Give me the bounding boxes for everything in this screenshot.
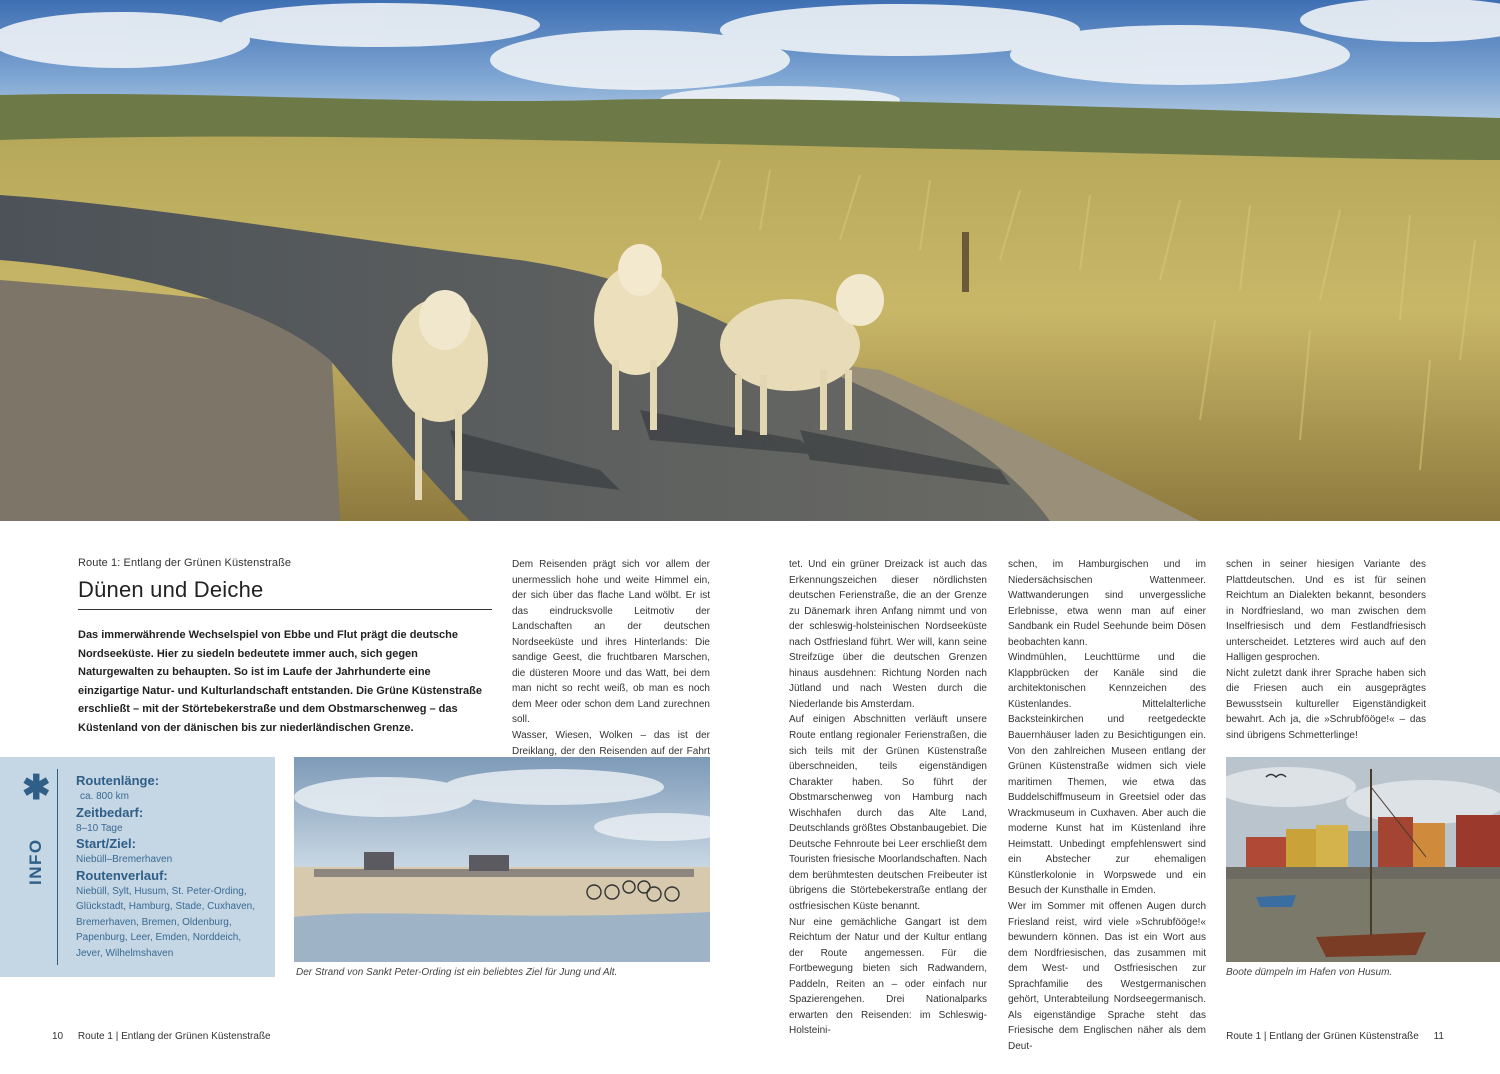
hero-photo — [0, 0, 1500, 521]
asterisk-icon: ✱ — [22, 769, 51, 807]
text-column-2 — [789, 557, 987, 1039]
running-footer-left: Route 1 | Entlang der Grünen Küstenstraße — [77, 1031, 271, 1042]
paragraph: tet. Und ein grüner Dreizack ist auch das Erkennungszeichen dieser nördlichsten deutschen Ferienstraße, die an der Grenze zu Dänemark ihren Anfang nimmt und von der schleswig-holsteinischen Nordseeküste nach Ostfriesland führt. Wer will, kann seine Streifzüge über die deutschen Grenzen hinaus ausdehnen: Richtung Norden nach Jütland und nach Westen durch die Niederlande bis Amsterdam. — [789, 559, 987, 710]
paragraph: Nicht zuletzt dank ihrer Sprache haben sich die Friesen auch ein ausgeprägtes Bewusstsein kultureller Eigenständigkeit bewahrt. Ach ja, die »Schrubfööge!« – das sind übrigens Schmetterlinge! — [1226, 667, 1426, 742]
info-heading: Routenverlauf: — [76, 867, 168, 883]
text-column-4 — [1226, 557, 1426, 744]
info-box — [0, 757, 275, 977]
info-label: INFO — [26, 838, 45, 885]
footer-left — [52, 1031, 271, 1042]
article-title: Dünen und Deiche — [78, 577, 492, 610]
paragraph: Wasser, Wiesen, Wolken – das ist der Dreiklang, der den Reisenden auf der Fahrt — [512, 730, 710, 757]
sheep-on-dune-road-photo — [0, 0, 1500, 521]
text-column-3 — [1008, 557, 1206, 1055]
info-value: Niebüll, Sylt, Husum, St. Peter-Ording, Glückstadt, Hamburg, Stade, Cuxhaven, Bremerhaven, Bremen, Oldenburg, Papenburg, Leer, Emden, Norddeich, Jever, Wilhelmshaven — [76, 885, 255, 959]
paragraph: Wer im Sommer mit offenen Augen durch Friesland reist, wird viele »Schrubfööge!« bewundern können. Das ist ein Wort aus dem Nordfriesischen, das zusammen mit dem West- und Ostfriesischen zur Sprachfamilie des Westgermanischen gehört, Unterabteilung Nordseegermanisch. Als eigenständige Sprache steht das Friesische dem Englischen näher als dem Deut- — [1008, 901, 1206, 1052]
beach-cyclists-photo — [294, 757, 710, 962]
info-value: Niebüll–Bremerhaven — [76, 854, 173, 865]
paragraph: Windmühlen, Leuchttürme und die Klappbrücken der Kanäle sind die architektonischen Kennzeichen des Küstenlandes. Mittelalterliche Backsteinkirchen und reetgedeckte Bauernhäuser laden zu Besichtigungen ein. Von den zahlreichen Museen entlang der Grünen Küstenstraße widmen sich viele maritimen Themen, wie etwa das Buddelschiffmuseum in Greetsiel oder das Wrackmuseum in Cuxhaven. Aber auch die moderne Kunst hat im Küstenland ihre Heimstatt. Unbedingt empfehlenswert sind ein Abstecher zur ehemaligen Künstlerkolonie in Worpswede und ein Besuch der Kunsthalle in Emden. — [1008, 652, 1206, 897]
harbor-caption: Boote dümpeln im Hafen von Husum. — [1226, 967, 1393, 978]
route-kicker: Route 1: Entlang der Grünen Küstenstraße — [78, 557, 292, 569]
paragraph: schen in seiner hiesigen Variante des Plattdeutschen. Und es ist für seinen Reichtum an Dialekten bekannt, besonders in Nordfriesland, wo man zwischen dem Inselfriesisch und dem Festlandfriesisch unterscheidet. Letzteres wird auch auf den Halligen gesprochen. — [1226, 559, 1426, 664]
info-heading: Routenlänge: — [76, 773, 160, 788]
paragraph: Dem Reisenden prägt sich vor allem der unermesslich hohe und weite Himmel ein, der sich über das flache Land wölbt. Er ist das eindrucksvolle Leitmotiv der Landschaften an der deutschen Nordseeküste und ihres Hinterlands: Die sandige Geest, die fruchtbaren Marschen, die düsteren Moore und das Watt, bei dem man nicht so recht weiß, ob man es noch dem Meer oder schon dem Land zurechnen soll. — [512, 559, 710, 726]
beach-photo — [294, 757, 710, 962]
info-heading: Start/Ziel: — [76, 836, 136, 851]
paragraph: schen, im Hamburgischen und im Niedersächsischen Wattenmeer. Wattwanderungen sind unvergessliche Erlebnisse, etwa wenn man auf einer Sandbank ein Rudel Seehunde beim Dösen beobachten kann. — [1008, 559, 1206, 648]
beach-caption: Der Strand von Sankt Peter-Ording ist ein beliebtes Ziel für Jung und Alt. — [296, 967, 618, 978]
info-value: 8–10 Tage — [76, 822, 123, 834]
footer-right — [1226, 1031, 1444, 1042]
harbor-photo — [1226, 757, 1500, 962]
paragraph: Auf einigen Abschnitten verläuft unsere Route entlang regionaler Ferienstraßen, die sich teils mit der Grünen Küstenstraße überschneiden, teils eigenständigen Charakter haben. So führt der Obstmarschenweg von Hamburg nach Wischhafen durch das Alte Land, Deutschlands größtes Obstanbaugebiet. Die Deutsche Fehnroute bei Leer erschließt dem Touristen friesische Moorlandschaften. Nach dem berühmtesten deutschen Freibeuter ist übrigens die Störtebekerstraße entlang der ostfriesischen Küste benannt. — [789, 714, 987, 913]
info-value: ca. 800 km — [80, 791, 129, 802]
husum-harbor-photo — [1226, 757, 1500, 962]
paragraph: Nur eine gemächliche Gangart ist dem Reichtum der Natur und der Kultur entlang der Route angemessen. Für die Fortbewegung bieten sich Radwandern, Paddeln, Reiten an – oder einfach nur Spazierengehen. Drei Nationalparks erwarten den Reisenden: im Schleswig-Holsteini- — [789, 916, 987, 1037]
article-lead: Das immerwährende Wechselspiel von Ebbe und Flut prägt die deutsche Nordseeküste. Hier zu siedeln bedeutete immer auch, sich gegen Naturgewalten zu behaupten. So ist im Laufe der Jahrhunderte eine einzigartige Natur- und Kulturlandschaft entstanden. Die Grüne Küstenstraße erschließt – mit der Störtebekerstraße und dem Obstmarschenweg – das Küstenland von der dänischen bis zur niederländischen Grenze. — [78, 629, 482, 734]
info-heading: Zeitbedarf: — [76, 804, 144, 820]
info-list — [76, 773, 266, 961]
running-footer-right: Route 1 | Entlang der Grünen Küstenstraße — [1226, 1031, 1419, 1042]
text-column-1 — [512, 557, 710, 790]
page-number-left: 10 — [52, 1031, 64, 1042]
page-number-right: 11 — [1433, 1031, 1444, 1042]
